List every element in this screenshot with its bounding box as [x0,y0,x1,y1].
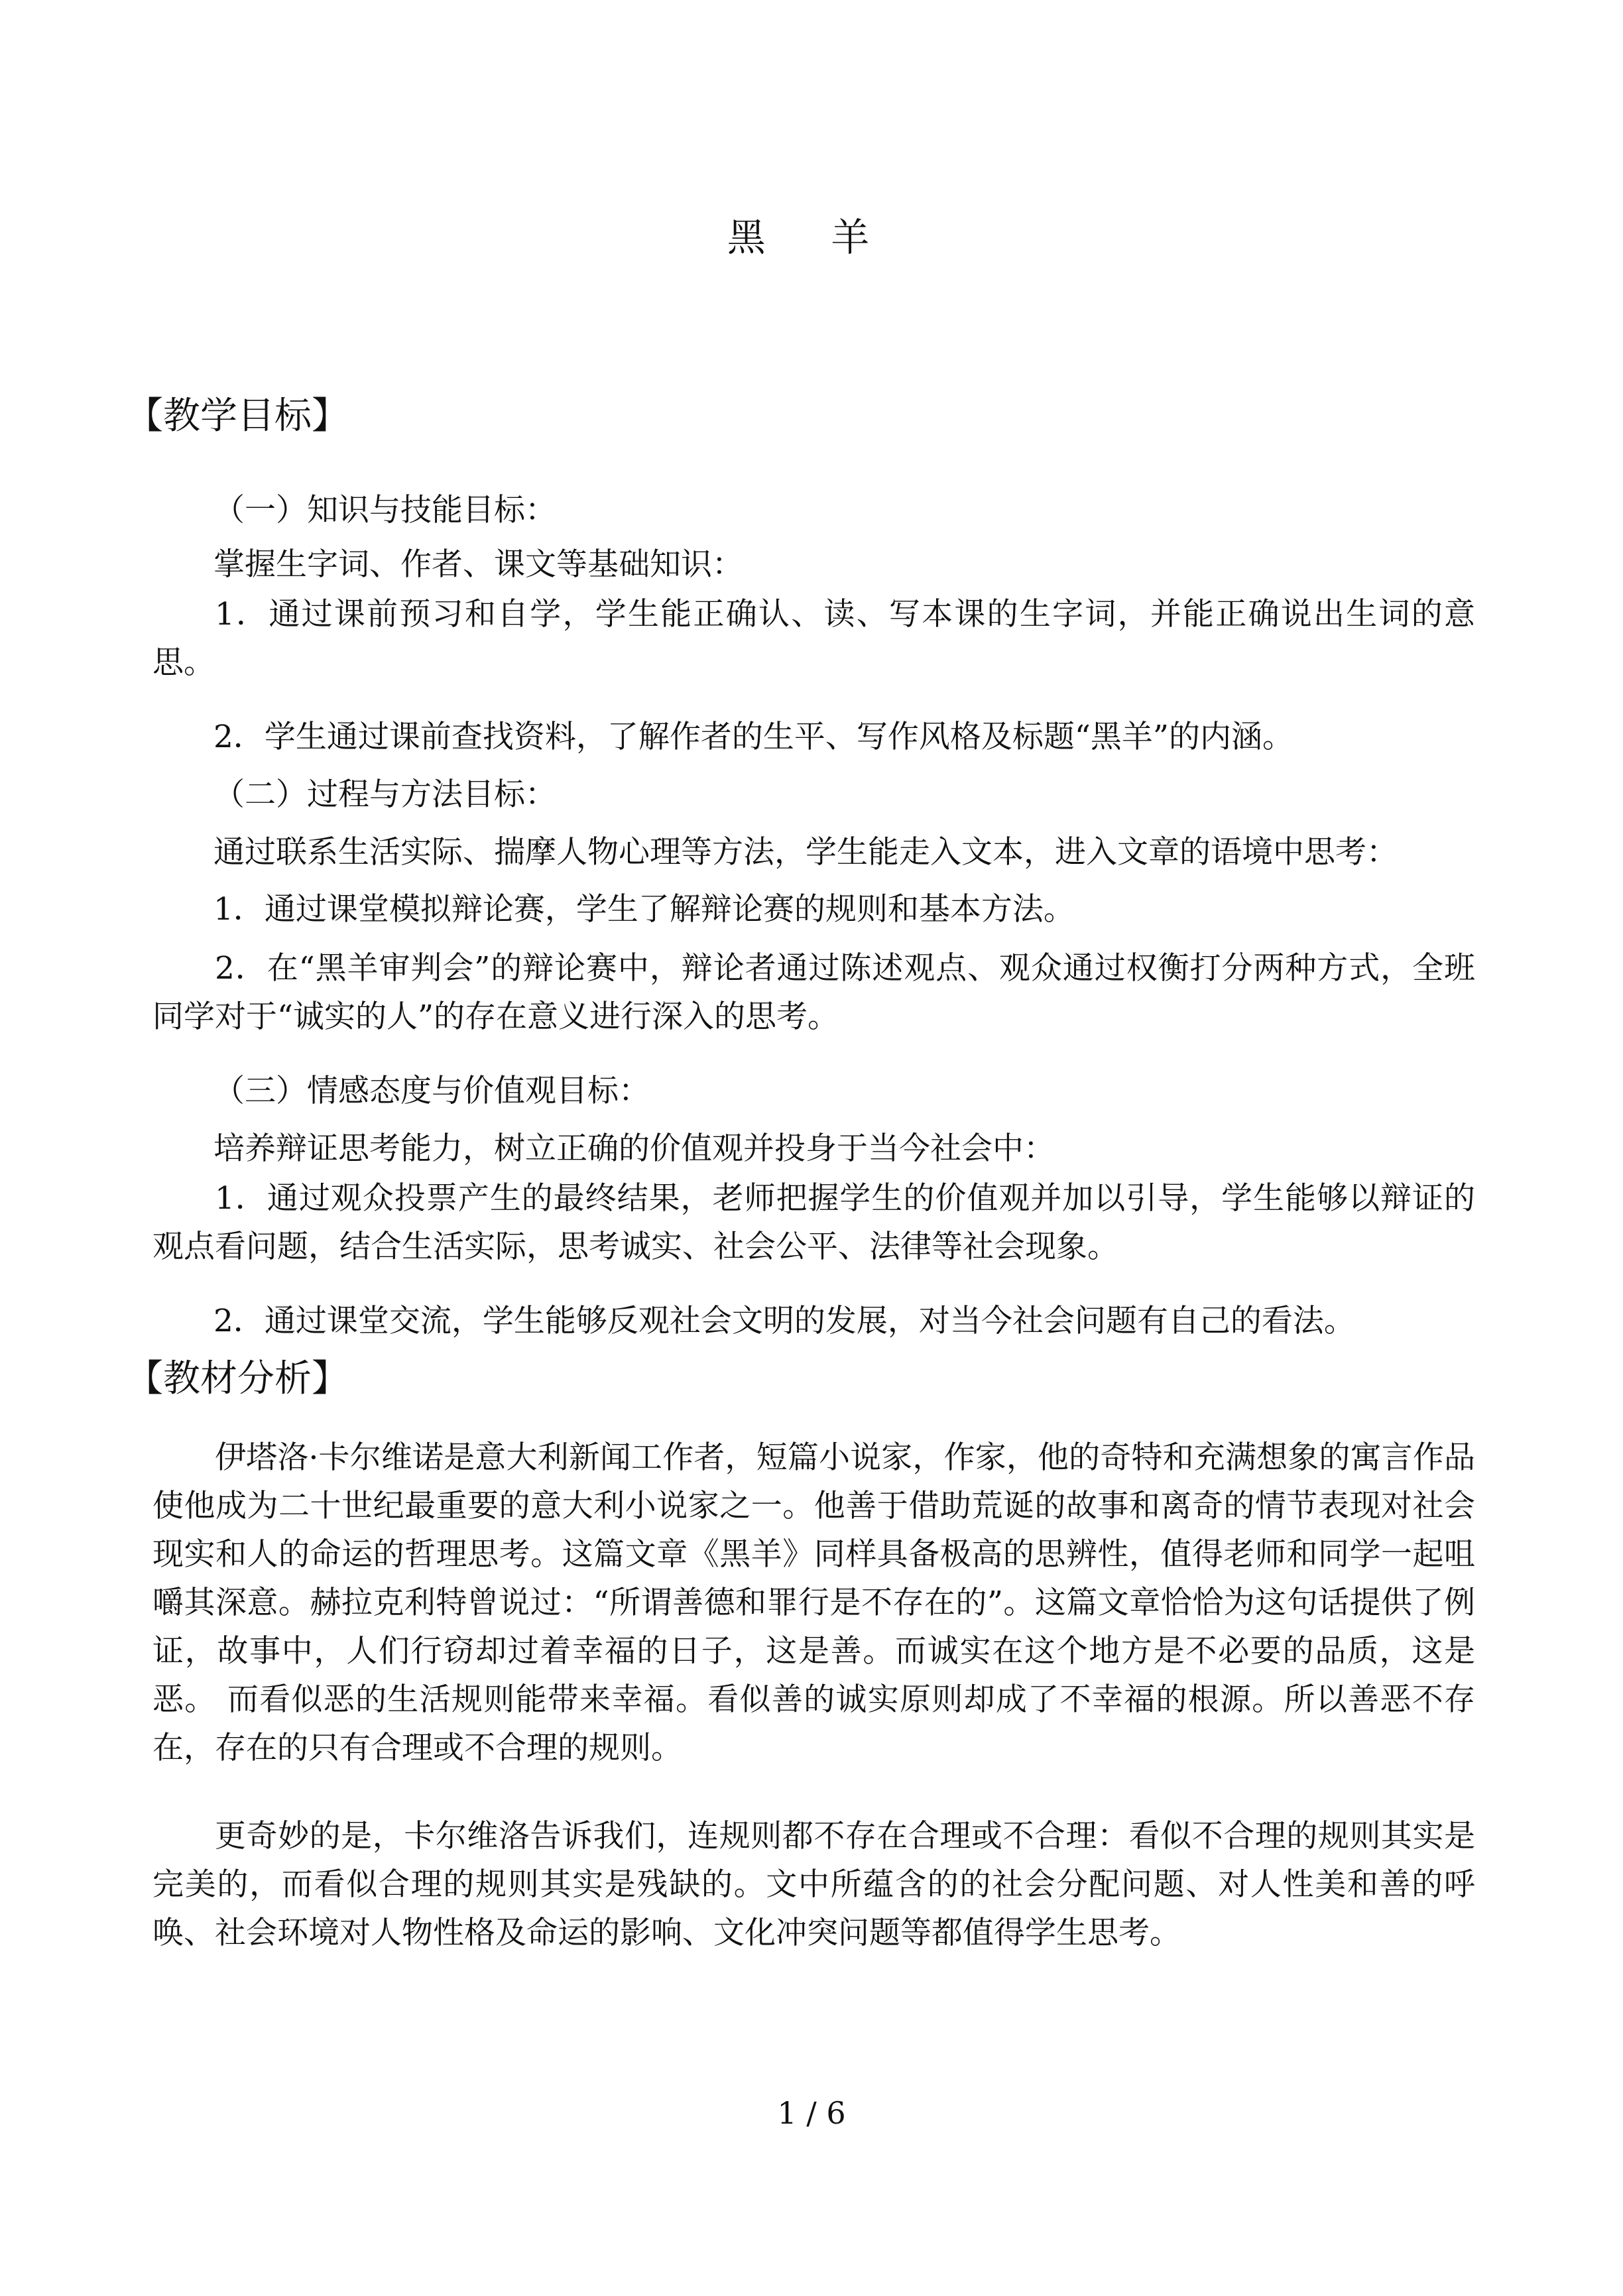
objective-line: 通过联系生活实际、揣摩人物心理等方法，学生能走入文本，进入文章的语境中思考： [213,834,1398,871]
objective-item: 1．通过课堂模拟辩论赛，学生了解辩论赛的规则和基本方法。 [213,891,1075,928]
analysis-paragraph: 伊塔洛·卡尔维诺是意大利新闻工作者，短篇小说家，作家，他的奇特和充满想象的寓言作品使他成为二十世纪最重要的意大利小说家之一。他善于借助荒诞的故事和离奇的情节表现对社会现实和人的命运的哲理思考。这篇文章《黑羊》同样具备极高的思辨性，值得老师和同学一起咀嚼其深意。赫拉克利特曾说过：“所谓善德和罪行是不存在的”。这篇文章恰恰为这句话提供了例证，故事中，人们行窃却过着幸福的日子，这是善。而诚实在这个地方是不必要的品质，这是恶。 而看似恶的生活规则能带来幸福。看似善的诚实原则却成了不幸福的根源。所以善恶不存在，存在的只有合理或不合理的规则。 [152,1439,1475,1766]
analysis-paragraph: 更奇妙的是，卡尔维洛告诉我们，连规则都不存在合理或不合理：看似不合理的规则其实是完美的，而看似合理的规则其实是残缺的。文中所蕴含的的社会分配问题、对人性美和善的呼唤、社会环境对人物性格及命运的影响、文化冲突问题等都值得学生思考。 [152,1818,1475,1951]
page-number: 1 / 6 [777,2095,846,2131]
objective-item: 1．通过课前预习和自学，学生能正确认、读、写本课的生字词，并能正确说出生词的意思。 [152,596,1475,681]
objective-subheading-1: （一）知识与技能目标： [213,492,556,528]
objective-line: 培养辩证思考能力，树立正确的价值观并投身于当今社会中： [213,1130,1055,1167]
objective-subheading-3: （三）情感态度与价值观目标： [213,1073,650,1109]
section-heading-analysis: 【教材分析】 [126,1357,349,1400]
section-heading-objectives: 【教学目标】 [126,394,349,438]
objective-item: 1．通过观众投票产生的最终结果，老师把握学生的价值观并加以引导，学生能够以辩证的观点看问题，结合生活实际，思考诚实、社会公平、法律等社会现象。 [152,1180,1475,1265]
document-title: 黑 羊 [727,215,896,260]
objective-item: 2．学生通过课前查找资料，了解作者的生平、写作风格及标题“黑羊”的内涵。 [213,719,1293,755]
objective-item: 2．在“黑羊审判会”的辩论赛中，辩论者通过陈述观点、观众通过权衡打分两种方式，全班同学对于“诚实的人”的存在意义进行深入的思考。 [152,950,1475,1035]
objective-line: 掌握生字词、作者、课文等基础知识： [213,546,743,583]
objective-subheading-2: （二）过程与方法目标： [213,776,556,813]
objective-item: 2．通过课堂交流，学生能够反观社会文明的发展，对当今社会问题有自己的看法。 [213,1303,1355,1339]
